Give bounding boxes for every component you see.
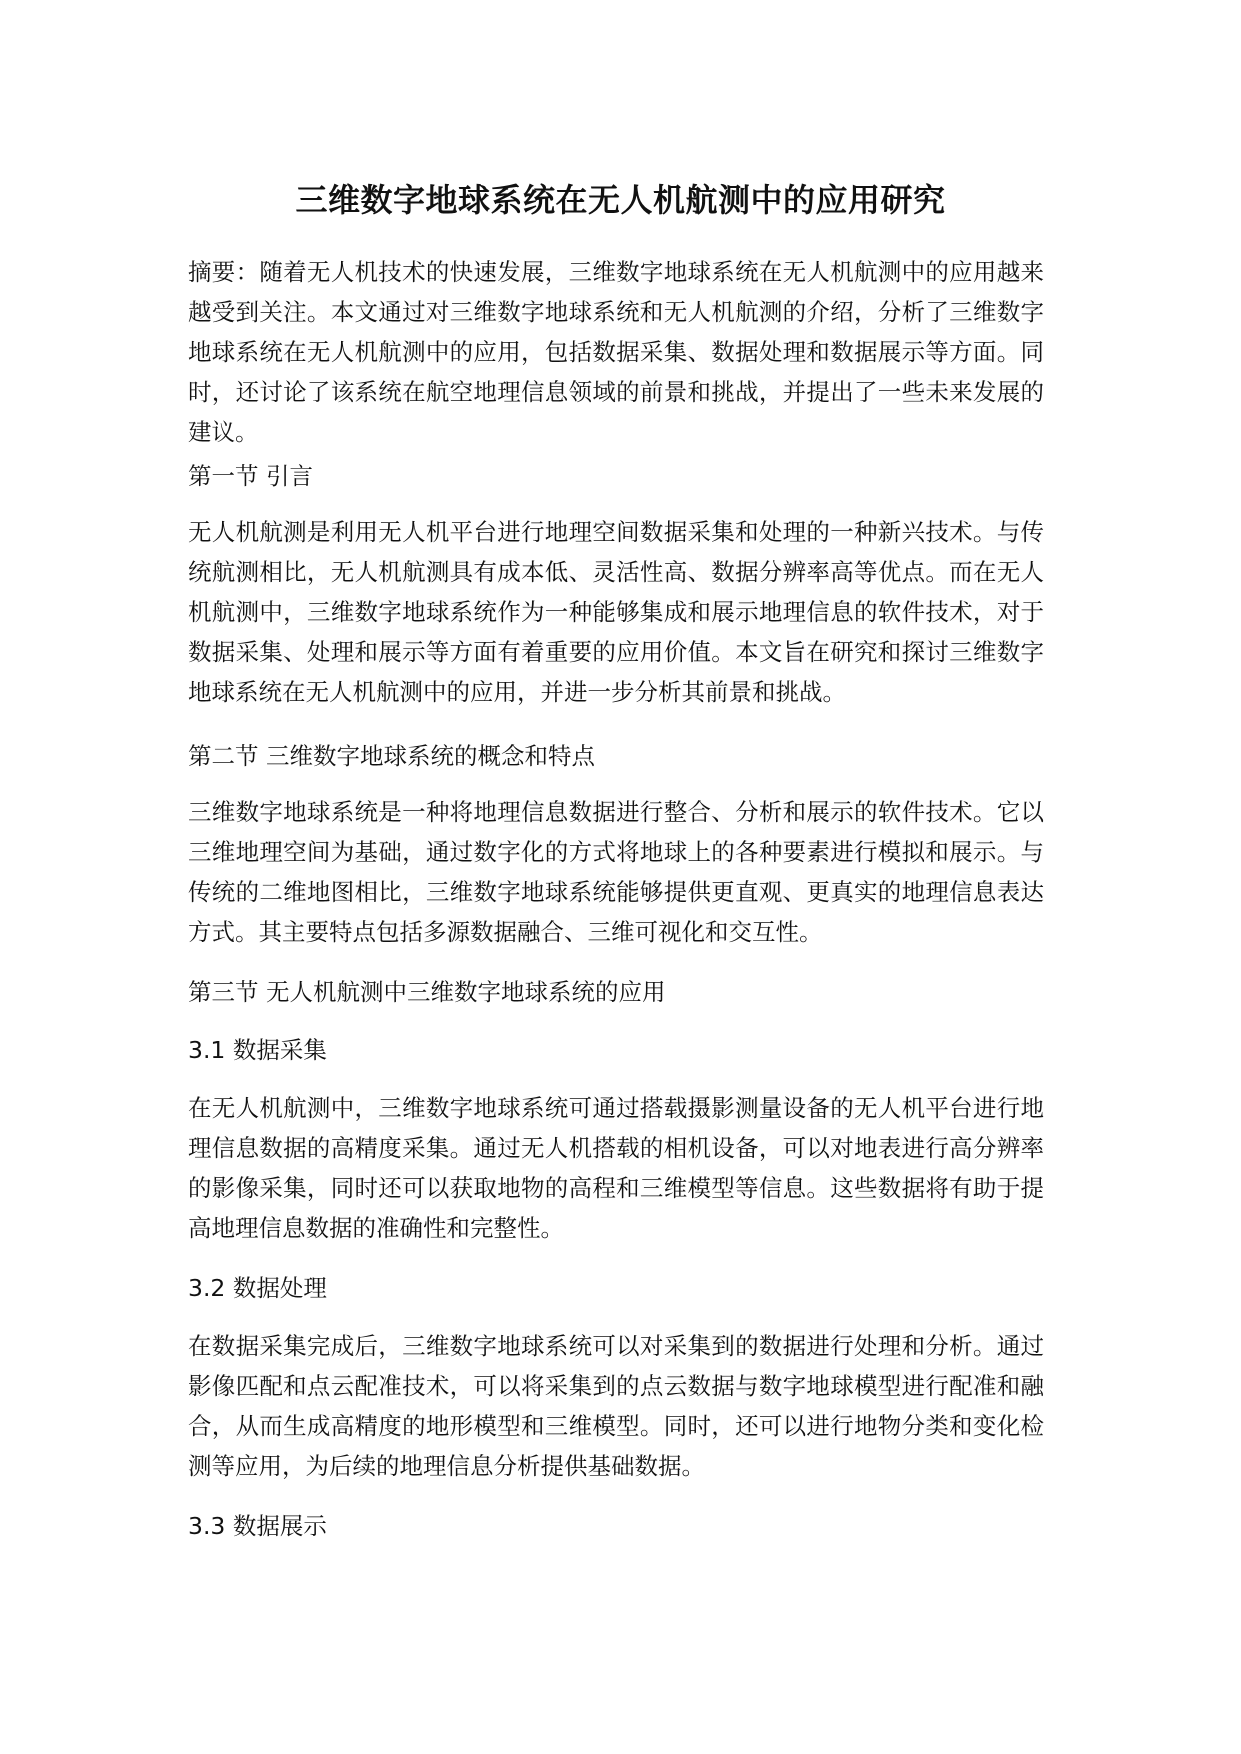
section-1-heading: 第一节 引言 xyxy=(188,462,313,490)
section-2-heading: 第二节 三维数字地球系统的概念和特点 xyxy=(188,742,595,770)
subsection-3-1-paragraph: 在无人机航测中，三维数字地球系统可通过搭载摄影测量设备的无人机平台进行地理信息数据的高精度采集。通过无人机搭载的相机设备，可以对地表进行高分辨率的影像采集，同时还可以获取地物的高程和三维模型等信息。这些数据将有助于提高地理信息数据的准确性和完整性。 xyxy=(188,1094,1044,1242)
subsection-3-3-heading: 3.3 数据展示 xyxy=(188,1512,327,1540)
subsection-3-2-paragraph: 在数据采集完成后，三维数字地球系统可以对采集到的数据进行处理和分析。通过影像匹配和点云配准技术，可以将采集到的点云数据与数字地球模型进行配准和融合，从而生成高精度的地形模型和三维模型。同时，还可以进行地物分类和变化检测等应用，为后续的地理信息分析提供基础数据。 xyxy=(188,1332,1044,1480)
abstract-paragraph: 摘要：随着无人机技术的快速发展，三维数字地球系统在无人机航测中的应用越来越受到关注。本文通过对三维数字地球系统和无人机航测的介绍，分析了三维数字地球系统在无人机航测中的应用，包括数据采集、数据处理和数据展示等方面。同时，还讨论了该系统在航空地理信息领域的前景和挑战，并提出了一些未来发展的建议。 xyxy=(188,258,1044,446)
subsection-3-1-heading: 3.1 数据采集 xyxy=(188,1036,327,1064)
subsection-3-2-heading: 3.2 数据处理 xyxy=(188,1274,327,1302)
section-2-paragraph: 三维数字地球系统是一种将地理信息数据进行整合、分析和展示的软件技术。它以三维地理空间为基础，通过数字化的方式将地球上的各种要素进行模拟和展示。与传统的二维地图相比，三维数字地球系统能够提供更直观、更真实的地理信息表达方式。其主要特点包括多源数据融合、三维可视化和交互性。 xyxy=(188,798,1044,946)
section-3-heading: 第三节 无人机航测中三维数字地球系统的应用 xyxy=(188,978,666,1006)
page-title: 三维数字地球系统在无人机航测中的应用研究 xyxy=(295,181,946,219)
section-1-paragraph: 无人机航测是利用无人机平台进行地理空间数据采集和处理的一种新兴技术。与传统航测相比，无人机航测具有成本低、灵活性高、数据分辨率高等优点。而在无人机航测中，三维数字地球系统作为一种能够集成和展示地理信息的软件技术，对于数据采集、处理和展示等方面有着重要的应用价值。本文旨在研究和探讨三维数字地球系统在无人机航测中的应用，并进一步分析其前景和挑战。 xyxy=(188,518,1044,706)
